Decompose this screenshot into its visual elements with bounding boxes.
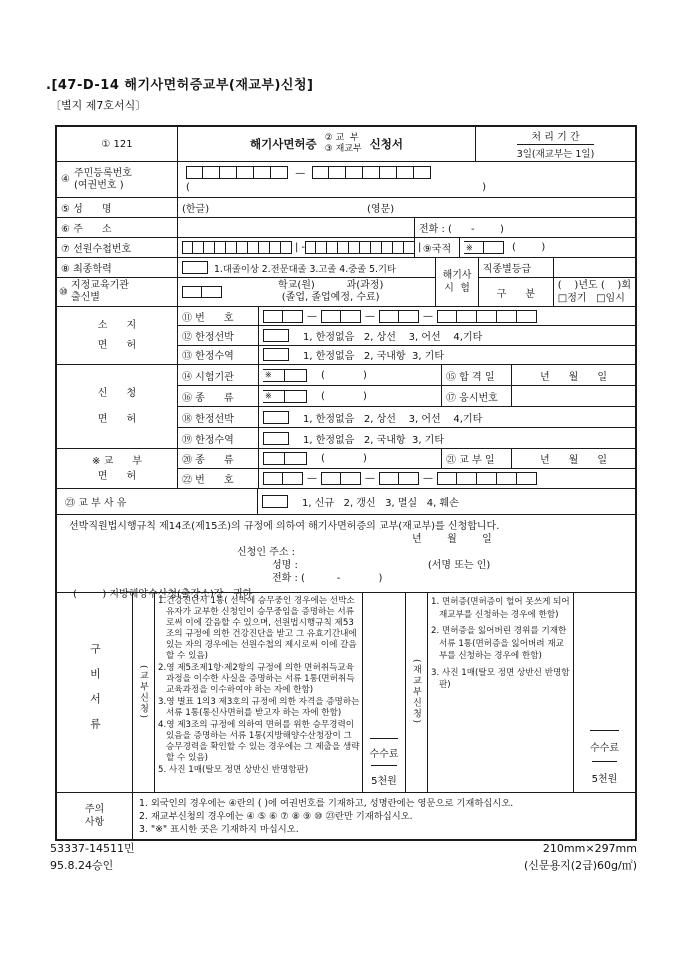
applied-water-label: ⑲ 한정수역 <box>182 434 234 446</box>
processing-time <box>475 127 635 161</box>
issue-date-field[interactable]: 년 월 일 <box>511 449 635 468</box>
address-row <box>57 217 635 237</box>
nationality-paren-field[interactable]: ( ) <box>512 242 546 253</box>
note-item: 2. 재교부신청의 경우에는 ④ ⑤ ⑥ ⑦ ⑧ ⑨ ⑩ ㉓란만 기재하십시오. <box>139 810 413 822</box>
applicant-address-field[interactable]: 신청인 주소 : <box>237 547 296 558</box>
sign-note: (서명 또는 인) <box>427 560 491 571</box>
dash-separator: — <box>423 310 433 322</box>
form-number: ① 121 <box>101 138 133 150</box>
footer-left <box>50 840 135 874</box>
page-title: .[47-D-14 해기사면허증교부(재교부)신청] <box>46 78 314 93</box>
header-row <box>57 127 635 161</box>
pass-date-field[interactable]: 년 월 일 <box>511 365 635 385</box>
dash-separator: — <box>307 473 317 484</box>
resident-number-boxes-left[interactable] <box>186 166 288 179</box>
education-checkbox[interactable] <box>182 261 208 274</box>
asterisk-mark: ※ <box>466 243 473 252</box>
applied-kind-paren-field[interactable]: ( ) <box>321 390 367 402</box>
dash-separator: — <box>423 473 433 484</box>
bar-separator: | <box>295 242 299 253</box>
form-heading <box>177 127 475 161</box>
reissue-fee-column <box>573 593 635 792</box>
processing-time-label: 처 리 기 간 <box>531 131 580 143</box>
held-ship-label: ⑫ 한정선박 <box>182 331 234 343</box>
nationality-boxes[interactable] <box>464 241 504 254</box>
reissue-docs-label: (재교부신청) <box>405 593 427 792</box>
issued-license-group <box>57 448 635 488</box>
held-water-options: 1, 한정없음 2, 국내항 3, 기타 <box>303 351 444 363</box>
exam-org-boxes[interactable] <box>263 369 307 382</box>
dash-separator: — <box>295 167 306 179</box>
issue-doc-item: 4.영 제3조의 규정에 의하여 면허를 위한 승무경력이 있음을 증명하는 서류 1통(지방해양수산청장이 그 승무경력을 확인할 수 있는 경우에는 그 제출을 생략할 수 있음) <box>158 720 360 763</box>
issue-reason-field <box>257 489 635 514</box>
applied-kind-field <box>258 386 441 406</box>
exam-org-field <box>258 365 441 385</box>
issued-kind-label: ⑳ 종 류 <box>182 455 234 466</box>
applied-water-field <box>258 428 635 448</box>
applied-kind-boxes[interactable] <box>263 390 307 403</box>
issued-number-boxes[interactable] <box>263 472 303 485</box>
seaman-book-boxes-right[interactable] <box>305 241 415 254</box>
resident-no-badge: ④ <box>61 174 70 185</box>
issue-doc-item: 5. 사진 1매(탈모 정면 상반신 반명함판) <box>158 765 309 775</box>
notes-label: 주의 사항 <box>84 804 105 828</box>
institution-boxes[interactable] <box>182 286 222 298</box>
held-water-checkbox[interactable] <box>263 348 289 361</box>
seaman-book-row <box>57 237 635 257</box>
applied-water-checkbox[interactable] <box>263 432 289 445</box>
doc-suffix: 신청서 <box>369 137 403 151</box>
applied-ship-label: ⑱ 한정선박 <box>182 413 234 425</box>
grade-value-field[interactable] <box>554 258 635 277</box>
fee-value-cell: 5천원 <box>592 761 618 792</box>
processing-time-value: 3일(재교부는 1일) <box>516 148 595 160</box>
issue-date-label: ㉑ 교 부 일 <box>441 449 511 468</box>
footer-approval: 95.8.24승인 <box>50 859 114 872</box>
issue-docs-label: (교부신청) <box>132 593 154 792</box>
resident-number-field[interactable] <box>186 166 431 179</box>
fee-value-cell: 5천원 <box>371 765 397 792</box>
institution-no-badge: ⑩ <box>59 286 68 298</box>
issue-reason-checkbox[interactable] <box>262 495 288 508</box>
education-label: ⑧ 최종학력 <box>61 264 112 275</box>
institution-label: ⑩ 지정교육기관 출신별 <box>59 280 129 303</box>
declaration-statement: 선박직원법시행규칙 제14조(제15조)의 규정에 의하여 해기사면허증의 교부(재교부)를 신청합니다. <box>69 521 500 532</box>
issue-doc-item: 3.영 별표 1의3 제3호의 규정에 의한 자격을 증명하는 서류 1통(통신사면허를 받고자 하는 자에 한함) <box>158 697 360 718</box>
dash-separator: — <box>307 310 317 322</box>
name-fields <box>177 198 635 217</box>
issue-reason-row <box>57 488 635 514</box>
address-label: ⑥ 주 소 <box>61 224 112 235</box>
issue-docs-list <box>154 593 362 792</box>
issue-doc-item: 1.건강진단서 1통( 선박에 승무중인 경우에는 선박소유자가 교부한 신청인이 승무중임을 증명하는 서류로써 이에 갈음할 수 있으며, 선원법시행규칙 제53조의 규정에 의한 건강진단을 받고 그 유효기간내에 있는 자의 경우에는 선원수첩의 제시로써 이에 갈음할 수 있음) <box>158 596 357 661</box>
seaman-book-label: ⑦ 선원수첩번호 <box>61 244 132 255</box>
address-field[interactable] <box>177 218 414 237</box>
held-license-label: 소 지 면 허 <box>97 319 137 351</box>
applied-kind-label: ⑯ 종 류 <box>182 392 234 404</box>
notes-list <box>132 793 635 839</box>
fee-label-cell: 수수료 <box>370 738 399 765</box>
issued-kind-boxes[interactable] <box>263 452 307 465</box>
issue-reason-options: 1, 신규 2, 갱신 3, 멸실 4, 훼손 <box>302 498 459 509</box>
issued-kind-field <box>258 449 441 468</box>
note-item: 3. "※" 표시한 곳은 기재하지 마십시오. <box>139 823 299 835</box>
applied-water-options: 1, 한정없음 2, 국내항 3, 기타 <box>303 434 444 446</box>
name-row <box>57 197 635 217</box>
exam-label: 해기사 시 험 <box>435 258 477 306</box>
phone-field[interactable]: 전화 : ( - ) <box>414 218 635 237</box>
name-english-field[interactable]: (영문) <box>367 204 395 215</box>
applicant-name-field[interactable]: 성명 : <box>272 560 298 571</box>
footer-paper-spec: (신문용지(2급)60g/㎡) <box>524 859 637 872</box>
footer-paper-size: 210mm×297mm <box>542 842 637 855</box>
held-water-field <box>258 346 635 365</box>
applied-ship-field <box>258 407 635 427</box>
asterisk-mark: ※ <box>265 370 272 380</box>
seaman-book-boxes-left[interactable] <box>182 241 292 254</box>
institution-school-label: 학교(원) 과(과정) (졸업, 졸업예정, 수료) <box>278 280 384 303</box>
held-ship-options: 1, 한정없음 2, 상선 3, 어선 4,기타 <box>303 331 483 343</box>
exam-number-field[interactable] <box>511 386 635 406</box>
reissue-doc-item: 3. 사진 1매(탈모 정면 상반신 반명함판) <box>431 667 570 690</box>
held-ship-checkbox[interactable] <box>263 329 289 342</box>
held-license-group <box>57 306 635 364</box>
applied-ship-checkbox[interactable] <box>263 411 289 424</box>
declaration-section <box>57 514 635 600</box>
reissue-option: ③ 재교부 <box>324 144 362 154</box>
reissue-doc-item: 1. 면허증(면허증이 헐어 못쓰게 되어 재교부를 신청하는 경우에 한함) <box>431 597 570 620</box>
grade-label: 직종별등급 <box>479 258 554 277</box>
held-water-label: ⑬ 한정수역 <box>182 351 234 363</box>
education-field <box>177 258 435 277</box>
documents-section-label: 구비서류 <box>88 642 102 743</box>
held-ship-field <box>258 326 635 345</box>
bar-separator: | <box>417 242 422 253</box>
name-hangul-field[interactable]: (한글) <box>182 204 210 215</box>
issued-number-field[interactable] <box>258 469 635 488</box>
dash-separator: — <box>365 310 375 322</box>
exam-org-label: ⑭ 시험기관 <box>182 371 234 383</box>
note-item: 1. 외국인의 경우에는 ④란의 ( )에 여권번호를 기재하고, 성명란에는 영문으로 기재하십시오. <box>139 797 514 809</box>
resident-number-row <box>57 161 635 197</box>
issue-reason-label: ㉓ 교 부 사 유 <box>65 498 127 509</box>
held-number-boxes[interactable] <box>321 310 361 323</box>
passport-number-field[interactable]: ( ) <box>186 181 486 193</box>
education-exam-block <box>57 257 635 306</box>
resident-number-boxes-right[interactable] <box>312 166 431 179</box>
page-subtitle: 〔별지 제7호서식〕 <box>50 99 147 112</box>
issue-fee-column <box>362 593 405 792</box>
issued-number-label: ㉒ 번 호 <box>182 475 234 486</box>
exam-org-paren-field[interactable]: ( ) <box>321 369 367 381</box>
documents-section <box>57 592 635 792</box>
application-form-table <box>55 125 637 841</box>
applied-license-label: 신 청 면 허 <box>97 387 137 425</box>
minus-separator: - <box>301 242 305 253</box>
held-number-label: ⑪ 번 호 <box>182 312 234 324</box>
nationality-field <box>459 238 635 257</box>
dash-separator: — <box>365 473 375 484</box>
declaration-date-field[interactable]: 년 월 일 <box>412 534 492 545</box>
seaman-book-field[interactable] <box>177 238 422 257</box>
category-value[interactable]: ( )년도 ( )회 □정기 □임시 <box>557 280 631 304</box>
name-label: ⑤ 성 명 <box>61 204 112 215</box>
applicant-phone-field[interactable]: 전화 : ( - ) <box>272 573 383 584</box>
held-number-boxes[interactable] <box>437 310 537 323</box>
fee-label-cell: 수수료 <box>590 730 619 761</box>
recipient-line: ( ) 지방해양수산청(출장소)장 귀하 <box>73 589 253 600</box>
applied-ship-options: 1, 한정없음 2, 상선 3, 어선 4,기타 <box>303 413 483 425</box>
asterisk-mark: ※ <box>265 391 272 401</box>
doc-title: 해기사면허증 <box>250 137 317 151</box>
held-number-boxes[interactable] <box>263 310 303 323</box>
category-label: 구 분 <box>479 278 554 306</box>
issue-doc-item: 2.영 제5조제1항·제2항의 규정에 의한 면허취득교육과정을 이수한 사실을 증명하는 서류 1통(면허취득교육과정을 이수하여야 하는 자에 한함) <box>158 663 355 695</box>
reissue-docs-list <box>427 593 573 792</box>
issued-license-label: ※ 교 부 면 허 <box>92 455 142 482</box>
held-number-field[interactable] <box>258 307 635 325</box>
exam-number-label: ⑰ 응시번호 <box>441 386 511 406</box>
issued-number-boxes[interactable] <box>379 472 419 485</box>
held-number-boxes[interactable] <box>379 310 419 323</box>
footer-right <box>524 840 637 874</box>
issued-kind-paren-field[interactable]: ( ) <box>321 453 367 464</box>
institution-field <box>177 278 435 306</box>
applied-license-group <box>57 364 635 448</box>
reissue-doc-item: 2. 면허증을 잃어버린 경위를 기재한 서류 1통(면허증을 잃어버려 재교부를 신청하는 경우에 한함) <box>431 626 567 661</box>
education-options: 1.대졸이상 2.전문대졸 3.고졸 4.중졸 5.기타 <box>214 263 396 275</box>
issued-number-boxes[interactable] <box>321 472 361 485</box>
resident-number-label: ④ 주민등록번호 (여권번호 ) <box>61 167 132 191</box>
footer-doc-code: 53337-14511민 <box>50 842 135 855</box>
nationality-label: ⑨국적 <box>414 238 459 257</box>
pass-date-label: ⑮ 합 격 일 <box>441 365 511 385</box>
issued-number-boxes[interactable] <box>437 472 537 485</box>
issue-option: ② 교 부 <box>324 133 359 143</box>
notes-section <box>57 792 635 839</box>
